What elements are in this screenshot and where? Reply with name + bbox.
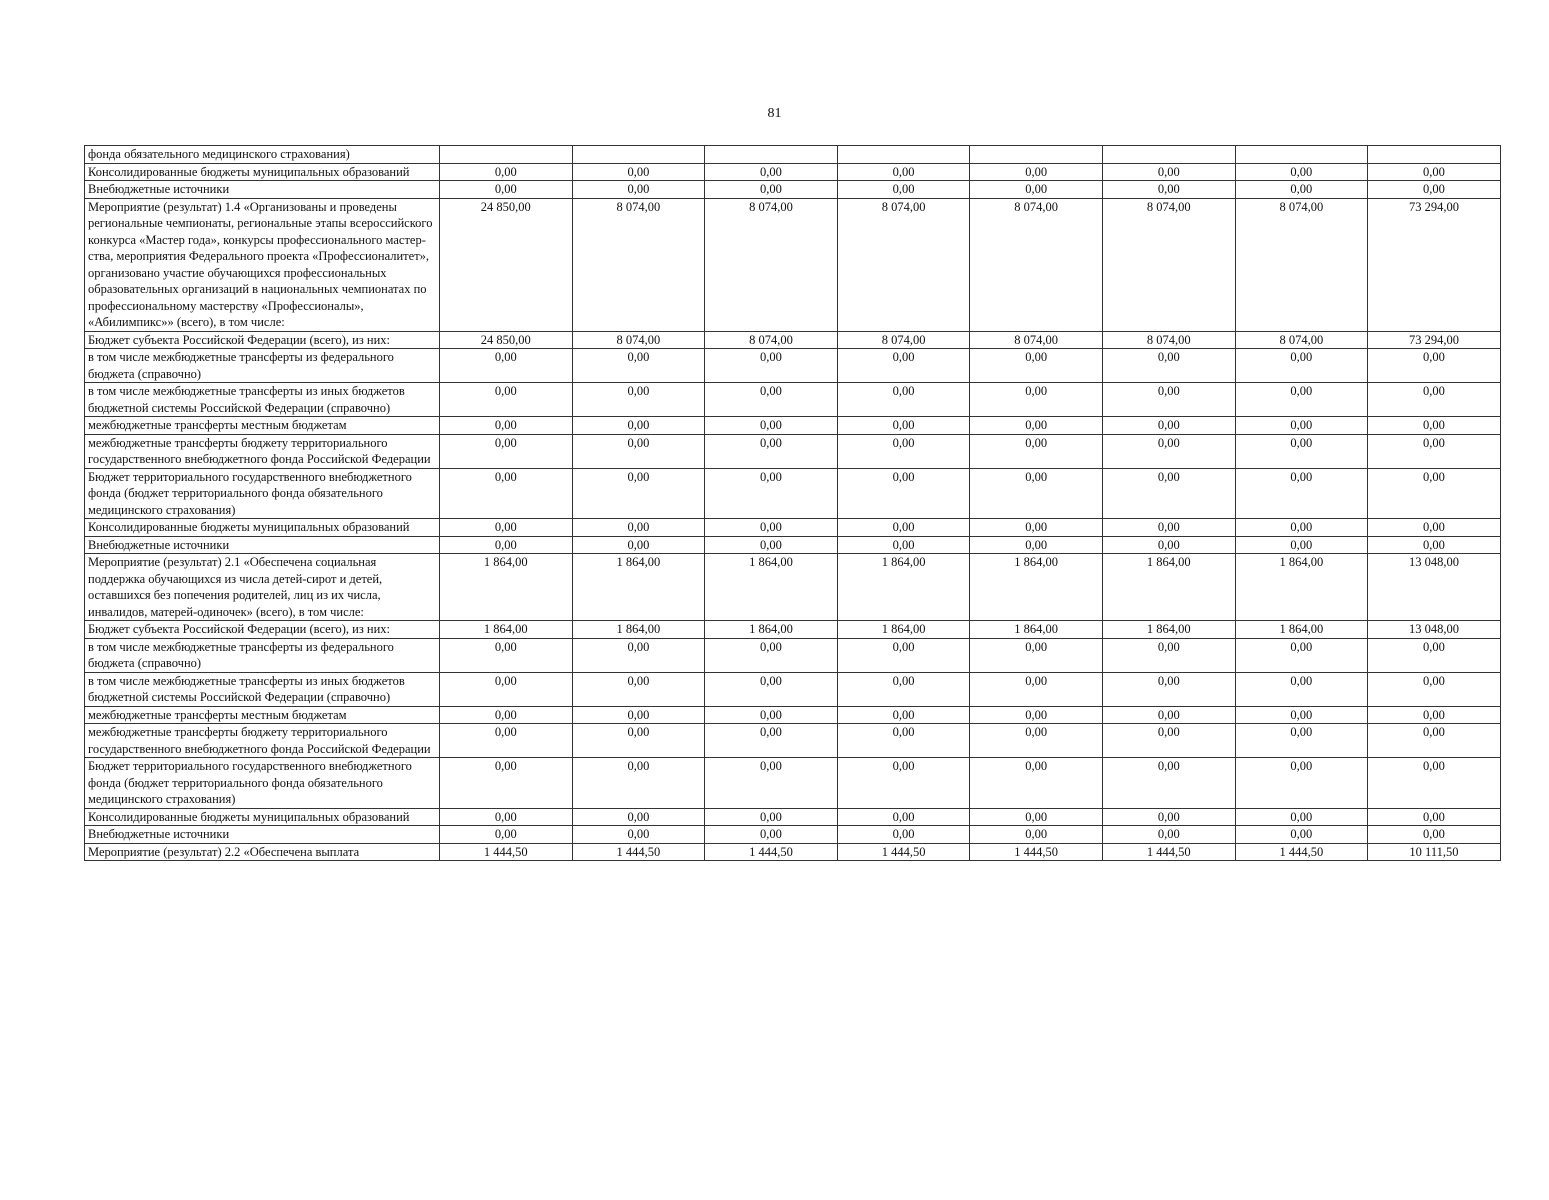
table-row xyxy=(85,181,1501,199)
value-cell: 0,00 xyxy=(1235,181,1368,199)
value-cell: 73 294,00 xyxy=(1368,331,1501,349)
value-cell: 8 074,00 xyxy=(1235,198,1368,331)
value-cell: 0,00 xyxy=(572,758,705,809)
row-label: Внебюджетные источники xyxy=(85,181,440,199)
value-cell: 1 864,00 xyxy=(572,621,705,639)
value-cell: 0,00 xyxy=(572,724,705,758)
value-cell: 1 864,00 xyxy=(440,621,573,639)
value-cell: 24 850,00 xyxy=(440,198,573,331)
value-cell xyxy=(970,146,1103,164)
row-label: Бюджет территориального государственного внебюджетного фонда (бюджет территориального фонда обязательного медицинского страхования) xyxy=(85,758,440,809)
value-cell xyxy=(1368,146,1501,164)
table-row xyxy=(85,826,1501,844)
value-cell: 0,00 xyxy=(705,758,838,809)
value-cell: 0,00 xyxy=(1368,468,1501,519)
value-cell: 1 864,00 xyxy=(970,554,1103,621)
row-label: фонда обязательного медицинского страхования) xyxy=(85,146,440,164)
value-cell: 8 074,00 xyxy=(837,331,970,349)
row-label: Внебюджетные источники xyxy=(85,536,440,554)
table-row xyxy=(85,724,1501,758)
value-cell: 0,00 xyxy=(1368,434,1501,468)
value-cell: 0,00 xyxy=(1102,758,1235,809)
value-cell: 0,00 xyxy=(837,724,970,758)
value-cell: 0,00 xyxy=(1368,519,1501,537)
value-cell: 0,00 xyxy=(1235,383,1368,417)
table-row xyxy=(85,638,1501,672)
value-cell: 10 111,50 xyxy=(1368,843,1501,861)
value-cell: 8 074,00 xyxy=(970,198,1103,331)
table-row xyxy=(85,808,1501,826)
value-cell: 0,00 xyxy=(970,349,1103,383)
value-cell: 0,00 xyxy=(970,417,1103,435)
value-cell: 0,00 xyxy=(705,519,838,537)
value-cell: 0,00 xyxy=(970,638,1103,672)
value-cell xyxy=(572,146,705,164)
value-cell: 1 864,00 xyxy=(572,554,705,621)
table-row xyxy=(85,434,1501,468)
value-cell: 0,00 xyxy=(970,434,1103,468)
value-cell: 0,00 xyxy=(705,434,838,468)
value-cell: 0,00 xyxy=(1368,672,1501,706)
value-cell xyxy=(1102,146,1235,164)
table-row xyxy=(85,383,1501,417)
value-cell: 0,00 xyxy=(572,349,705,383)
value-cell: 0,00 xyxy=(837,638,970,672)
value-cell: 0,00 xyxy=(970,672,1103,706)
row-label: Мероприятие (результат) 2.1 «Обеспечена социальная поддержка обучающихся из числа детей-сирот и детей, оставшихся без попечения родителей, лиц из их числа, инвалидов, матерей-одиночек» (всего), в том числе: xyxy=(85,554,440,621)
value-cell: 0,00 xyxy=(572,808,705,826)
value-cell: 0,00 xyxy=(1102,672,1235,706)
value-cell: 0,00 xyxy=(1235,826,1368,844)
table-body xyxy=(85,146,1501,861)
value-cell: 13 048,00 xyxy=(1368,621,1501,639)
value-cell: 0,00 xyxy=(572,672,705,706)
value-cell: 0,00 xyxy=(1102,383,1235,417)
value-cell: 8 074,00 xyxy=(1102,331,1235,349)
value-cell: 0,00 xyxy=(970,758,1103,809)
value-cell: 8 074,00 xyxy=(837,198,970,331)
value-cell: 8 074,00 xyxy=(1102,198,1235,331)
value-cell: 0,00 xyxy=(1368,724,1501,758)
row-label: в том числе межбюджетные трансферты из иных бюджетов бюджетной системы Российской Федерации (справочно) xyxy=(85,672,440,706)
table-row xyxy=(85,554,1501,621)
value-cell: 0,00 xyxy=(1368,638,1501,672)
value-cell: 0,00 xyxy=(705,808,838,826)
budget-table xyxy=(84,145,1501,861)
value-cell: 1 864,00 xyxy=(440,554,573,621)
table-row xyxy=(85,331,1501,349)
row-label: межбюджетные трансферты местным бюджетам xyxy=(85,706,440,724)
value-cell: 0,00 xyxy=(705,724,838,758)
value-cell: 0,00 xyxy=(1102,826,1235,844)
row-label: Бюджет субъекта Российской Федерации (всего), из них: xyxy=(85,621,440,639)
value-cell: 0,00 xyxy=(572,519,705,537)
value-cell: 0,00 xyxy=(440,536,573,554)
value-cell: 0,00 xyxy=(1368,808,1501,826)
table-row xyxy=(85,621,1501,639)
value-cell: 0,00 xyxy=(837,519,970,537)
row-label: в том числе межбюджетные трансферты из иных бюджетов бюджетной системы Российской Федерации (справочно) xyxy=(85,383,440,417)
value-cell: 0,00 xyxy=(1235,536,1368,554)
value-cell: 0,00 xyxy=(572,181,705,199)
value-cell: 0,00 xyxy=(1235,519,1368,537)
value-cell: 1 444,50 xyxy=(837,843,970,861)
value-cell: 1 864,00 xyxy=(1235,554,1368,621)
value-cell: 0,00 xyxy=(1102,519,1235,537)
value-cell: 1 864,00 xyxy=(1235,621,1368,639)
value-cell: 0,00 xyxy=(1235,758,1368,809)
value-cell: 0,00 xyxy=(572,706,705,724)
value-cell: 0,00 xyxy=(970,519,1103,537)
value-cell: 0,00 xyxy=(1235,638,1368,672)
value-cell: 0,00 xyxy=(1368,349,1501,383)
value-cell: 0,00 xyxy=(1102,181,1235,199)
value-cell: 0,00 xyxy=(1235,672,1368,706)
value-cell: 0,00 xyxy=(970,706,1103,724)
row-label: Мероприятие (результат) 2.2 «Обеспечена выплата xyxy=(85,843,440,861)
value-cell: 1 864,00 xyxy=(970,621,1103,639)
value-cell: 0,00 xyxy=(1368,536,1501,554)
value-cell: 0,00 xyxy=(970,826,1103,844)
value-cell: 0,00 xyxy=(1235,808,1368,826)
value-cell: 8 074,00 xyxy=(705,198,838,331)
row-label: Мероприятие (результат) 1.4 «Организованы и проведены региональные чемпионаты, региональные этапы всероссийского конкурса «Мастер года», конкурсы профессионального мастер-ства, мероприятия Федерального проекта «Профессионалитет», организовано участие обучающихся профессиональных образовательных организаций в национальных чемпионатах по профессиональному мастерству «Профессионалы», «Абилимпикс»» (всего), в том числе: xyxy=(85,198,440,331)
value-cell: 1 864,00 xyxy=(705,621,838,639)
value-cell: 0,00 xyxy=(1235,724,1368,758)
value-cell: 0,00 xyxy=(1102,434,1235,468)
value-cell: 0,00 xyxy=(572,417,705,435)
value-cell: 1 864,00 xyxy=(705,554,838,621)
row-label: Внебюджетные источники xyxy=(85,826,440,844)
value-cell: 0,00 xyxy=(1235,468,1368,519)
value-cell: 0,00 xyxy=(705,181,838,199)
value-cell: 8 074,00 xyxy=(572,331,705,349)
value-cell: 0,00 xyxy=(1368,706,1501,724)
row-label: Бюджет территориального государственного внебюджетного фонда (бюджет территориального фонда обязательного медицинского страхования) xyxy=(85,468,440,519)
value-cell: 0,00 xyxy=(440,672,573,706)
value-cell: 0,00 xyxy=(837,181,970,199)
row-label: в том числе межбюджетные трансферты из федерального бюджета (справочно) xyxy=(85,349,440,383)
value-cell: 0,00 xyxy=(440,638,573,672)
value-cell: 0,00 xyxy=(1102,724,1235,758)
value-cell: 0,00 xyxy=(1235,434,1368,468)
value-cell: 1 444,50 xyxy=(705,843,838,861)
value-cell: 0,00 xyxy=(440,349,573,383)
page-number: 81 xyxy=(767,106,782,121)
value-cell: 0,00 xyxy=(705,163,838,181)
value-cell: 0,00 xyxy=(572,638,705,672)
value-cell: 0,00 xyxy=(837,536,970,554)
value-cell: 8 074,00 xyxy=(970,331,1103,349)
table-row xyxy=(85,163,1501,181)
table-row xyxy=(85,198,1501,331)
value-cell: 0,00 xyxy=(970,724,1103,758)
value-cell xyxy=(705,146,838,164)
value-cell: 0,00 xyxy=(440,724,573,758)
value-cell: 8 074,00 xyxy=(572,198,705,331)
value-cell: 0,00 xyxy=(705,638,838,672)
row-label: в том числе межбюджетные трансферты из федерального бюджета (справочно) xyxy=(85,638,440,672)
value-cell: 0,00 xyxy=(837,349,970,383)
value-cell: 0,00 xyxy=(837,468,970,519)
value-cell: 0,00 xyxy=(705,706,838,724)
value-cell: 0,00 xyxy=(1368,163,1501,181)
row-label: межбюджетные трансферты бюджету территориального государственного внебюджетного фонда Российской Федерации xyxy=(85,724,440,758)
value-cell: 1 864,00 xyxy=(1102,554,1235,621)
value-cell: 0,00 xyxy=(440,758,573,809)
table-row xyxy=(85,146,1501,164)
value-cell: 0,00 xyxy=(970,808,1103,826)
value-cell: 1 864,00 xyxy=(837,621,970,639)
value-cell: 0,00 xyxy=(1235,163,1368,181)
value-cell: 0,00 xyxy=(837,417,970,435)
value-cell: 1 444,50 xyxy=(572,843,705,861)
value-cell: 0,00 xyxy=(705,383,838,417)
value-cell: 0,00 xyxy=(440,519,573,537)
value-cell: 0,00 xyxy=(572,468,705,519)
value-cell: 0,00 xyxy=(705,468,838,519)
table-row xyxy=(85,468,1501,519)
value-cell: 0,00 xyxy=(1368,383,1501,417)
value-cell: 0,00 xyxy=(440,163,573,181)
table-row xyxy=(85,417,1501,435)
value-cell: 0,00 xyxy=(1235,417,1368,435)
value-cell: 0,00 xyxy=(572,536,705,554)
table-row xyxy=(85,519,1501,537)
value-cell: 0,00 xyxy=(837,383,970,417)
value-cell: 8 074,00 xyxy=(705,331,838,349)
table-row xyxy=(85,706,1501,724)
value-cell: 0,00 xyxy=(1102,638,1235,672)
value-cell: 0,00 xyxy=(837,672,970,706)
value-cell: 0,00 xyxy=(440,434,573,468)
value-cell: 1 444,50 xyxy=(440,843,573,861)
value-cell: 0,00 xyxy=(970,163,1103,181)
value-cell: 0,00 xyxy=(1102,536,1235,554)
value-cell xyxy=(837,146,970,164)
value-cell: 0,00 xyxy=(837,434,970,468)
value-cell: 0,00 xyxy=(705,536,838,554)
value-cell: 0,00 xyxy=(970,536,1103,554)
value-cell: 0,00 xyxy=(1102,706,1235,724)
value-cell: 1 444,50 xyxy=(970,843,1103,861)
value-cell: 0,00 xyxy=(440,706,573,724)
value-cell: 0,00 xyxy=(1102,808,1235,826)
row-label: Бюджет субъекта Российской Федерации (всего), из них: xyxy=(85,331,440,349)
value-cell: 0,00 xyxy=(1102,468,1235,519)
value-cell: 13 048,00 xyxy=(1368,554,1501,621)
value-cell: 0,00 xyxy=(440,383,573,417)
value-cell: 0,00 xyxy=(440,417,573,435)
value-cell: 0,00 xyxy=(837,163,970,181)
value-cell xyxy=(1235,146,1368,164)
value-cell: 0,00 xyxy=(440,826,573,844)
value-cell: 0,00 xyxy=(440,181,573,199)
table-row xyxy=(85,349,1501,383)
value-cell: 0,00 xyxy=(970,181,1103,199)
value-cell: 0,00 xyxy=(1368,826,1501,844)
value-cell: 0,00 xyxy=(837,826,970,844)
value-cell: 0,00 xyxy=(705,349,838,383)
table-row xyxy=(85,672,1501,706)
value-cell: 0,00 xyxy=(1368,417,1501,435)
value-cell: 1 444,50 xyxy=(1235,843,1368,861)
value-cell: 0,00 xyxy=(970,468,1103,519)
table-row xyxy=(85,843,1501,861)
value-cell: 0,00 xyxy=(705,417,838,435)
value-cell: 73 294,00 xyxy=(1368,198,1501,331)
value-cell: 0,00 xyxy=(970,383,1103,417)
value-cell: 0,00 xyxy=(1235,706,1368,724)
value-cell: 1 864,00 xyxy=(1102,621,1235,639)
value-cell: 0,00 xyxy=(705,672,838,706)
row-label: Консолидированные бюджеты муниципальных образований xyxy=(85,163,440,181)
value-cell: 0,00 xyxy=(1368,181,1501,199)
value-cell xyxy=(440,146,573,164)
value-cell: 0,00 xyxy=(837,706,970,724)
row-label: Консолидированные бюджеты муниципальных образований xyxy=(85,808,440,826)
value-cell: 0,00 xyxy=(572,383,705,417)
row-label: межбюджетные трансферты бюджету территориального государственного внебюджетного фонда Российской Федерации xyxy=(85,434,440,468)
value-cell: 0,00 xyxy=(572,434,705,468)
value-cell: 0,00 xyxy=(1102,163,1235,181)
value-cell: 1 864,00 xyxy=(837,554,970,621)
value-cell: 0,00 xyxy=(705,826,838,844)
value-cell: 1 444,50 xyxy=(1102,843,1235,861)
table-row xyxy=(85,536,1501,554)
table-row xyxy=(85,758,1501,809)
value-cell: 0,00 xyxy=(837,808,970,826)
value-cell: 0,00 xyxy=(572,163,705,181)
value-cell: 8 074,00 xyxy=(1235,331,1368,349)
value-cell: 0,00 xyxy=(1368,758,1501,809)
value-cell: 0,00 xyxy=(1235,349,1368,383)
row-label: межбюджетные трансферты местным бюджетам xyxy=(85,417,440,435)
value-cell: 24 850,00 xyxy=(440,331,573,349)
value-cell: 0,00 xyxy=(1102,417,1235,435)
row-label: Консолидированные бюджеты муниципальных образований xyxy=(85,519,440,537)
value-cell: 0,00 xyxy=(1102,349,1235,383)
value-cell: 0,00 xyxy=(440,808,573,826)
value-cell: 0,00 xyxy=(440,468,573,519)
value-cell: 0,00 xyxy=(572,826,705,844)
value-cell: 0,00 xyxy=(837,758,970,809)
